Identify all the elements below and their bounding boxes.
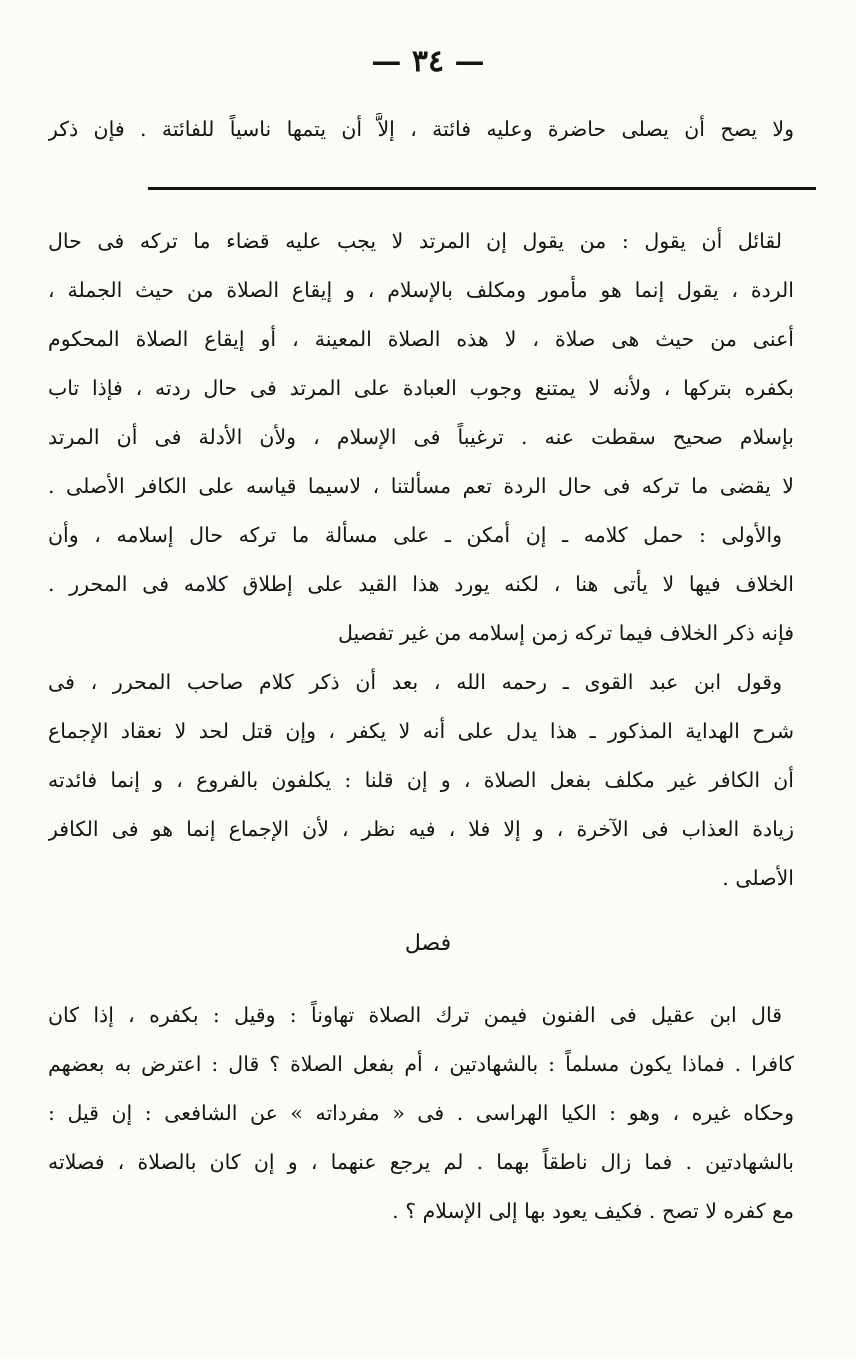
commentary-line: لقائل أن يقول : من يقول إن المرتد لا يجب عليه قضاء ما تركه فى حال: [48, 229, 782, 253]
page-number: — ٣٤ —: [371, 44, 485, 79]
commentary-line: الأصلى .: [722, 866, 794, 890]
commentary-line: والأولى : حمل كلامه ـ إن أمكن ـ على مسألة ما تركه حال إسلامه ، وأن: [48, 523, 782, 547]
commentary-line: زيادة العذاب فى الآخرة ، و إلا فلا ، فيه نظر ، لأن الإجماع إنما هو فى الكافر: [48, 817, 794, 841]
section-heading: فصل: [404, 931, 452, 956]
commentary-line: بكفره بتركها ، ولأنه لا يمتنع وجوب العبادة على المرتد فى حال ردته ، فإذا تاب: [48, 376, 794, 400]
footnote-divider: [148, 187, 816, 190]
commentary-line: لا يقضى ما تركه فى حال الردة تعم مسألتنا ، لاسيما قياسه على الكافر الأصلى .: [48, 474, 794, 498]
commentary-line: بإسلام صحيح سقطت عنه . ترغيباً فى الإسلام ، ولأن الأدلة فى أن المرتد: [48, 425, 794, 449]
commentary-line: الردة ، يقول إنما هو مأمور ومكلف بالإسلام ، و إيقاع الصلاة من حيث الجملة ،: [48, 278, 794, 302]
commentary-line: أعنى من حيث هى صلاة ، لا هذه الصلاة المعينة ، أو إيقاع الصلاة المحكوم: [48, 327, 794, 351]
commentary-line: الخلاف فيها لا يأتى هنا ، لكنه يورد هذا القيد على إطلاق كلامه فى المحرر .: [48, 572, 794, 596]
commentary-line: كافرا . فماذا يكون مسلماً : بالشهادتين ، أم بفعل الصلاة ؟ قال : اعترض به بعضهم: [48, 1052, 794, 1076]
commentary-line: بالشهادتين . فما زال ناطقاً بهما . لم يرجع عنهما ، و إن كان بالصلاة ، فصلاته: [48, 1150, 794, 1174]
commentary-line: شرح الهداية المذكور ـ هذا يدل على أنه لا يكفر ، وإن قتل لحد لا نعقاد الإجماع: [48, 719, 794, 743]
main-text-line: ولا يصح أن يصلى حاضرة وعليه فائتة ، إلاَّ أن يتمها ناسياً للفائتة . فإن ذكر: [48, 117, 794, 141]
commentary-line: مع كفره لا تصح . فكيف يعود بها إلى الإسلام ؟ .: [392, 1199, 794, 1223]
commentary-line: أن الكافر غير مكلف بفعل الصلاة ، و إن قلنا : يكلفون بالفروع ، و إنما فائدته: [48, 768, 794, 792]
commentary-line: وحكاه غيره ، وهو : الكيا الهراسى . فى « مفرداته » عن الشافعى : إن قيل :: [48, 1101, 794, 1125]
commentary-line: قال ابن عقيل فى الفنون فيمن ترك الصلاة تهاوناً : وقيل : بكفره ، إذا كان: [48, 1003, 782, 1027]
commentary-line: وقول ابن عبد القوى ـ رحمه الله ، بعد أن ذكر كلام صاحب المحرر ، فى: [48, 670, 782, 694]
commentary-line: فإنه ذكر الخلاف فيما تركه زمن إسلامه من غير تفصيل: [337, 621, 794, 645]
